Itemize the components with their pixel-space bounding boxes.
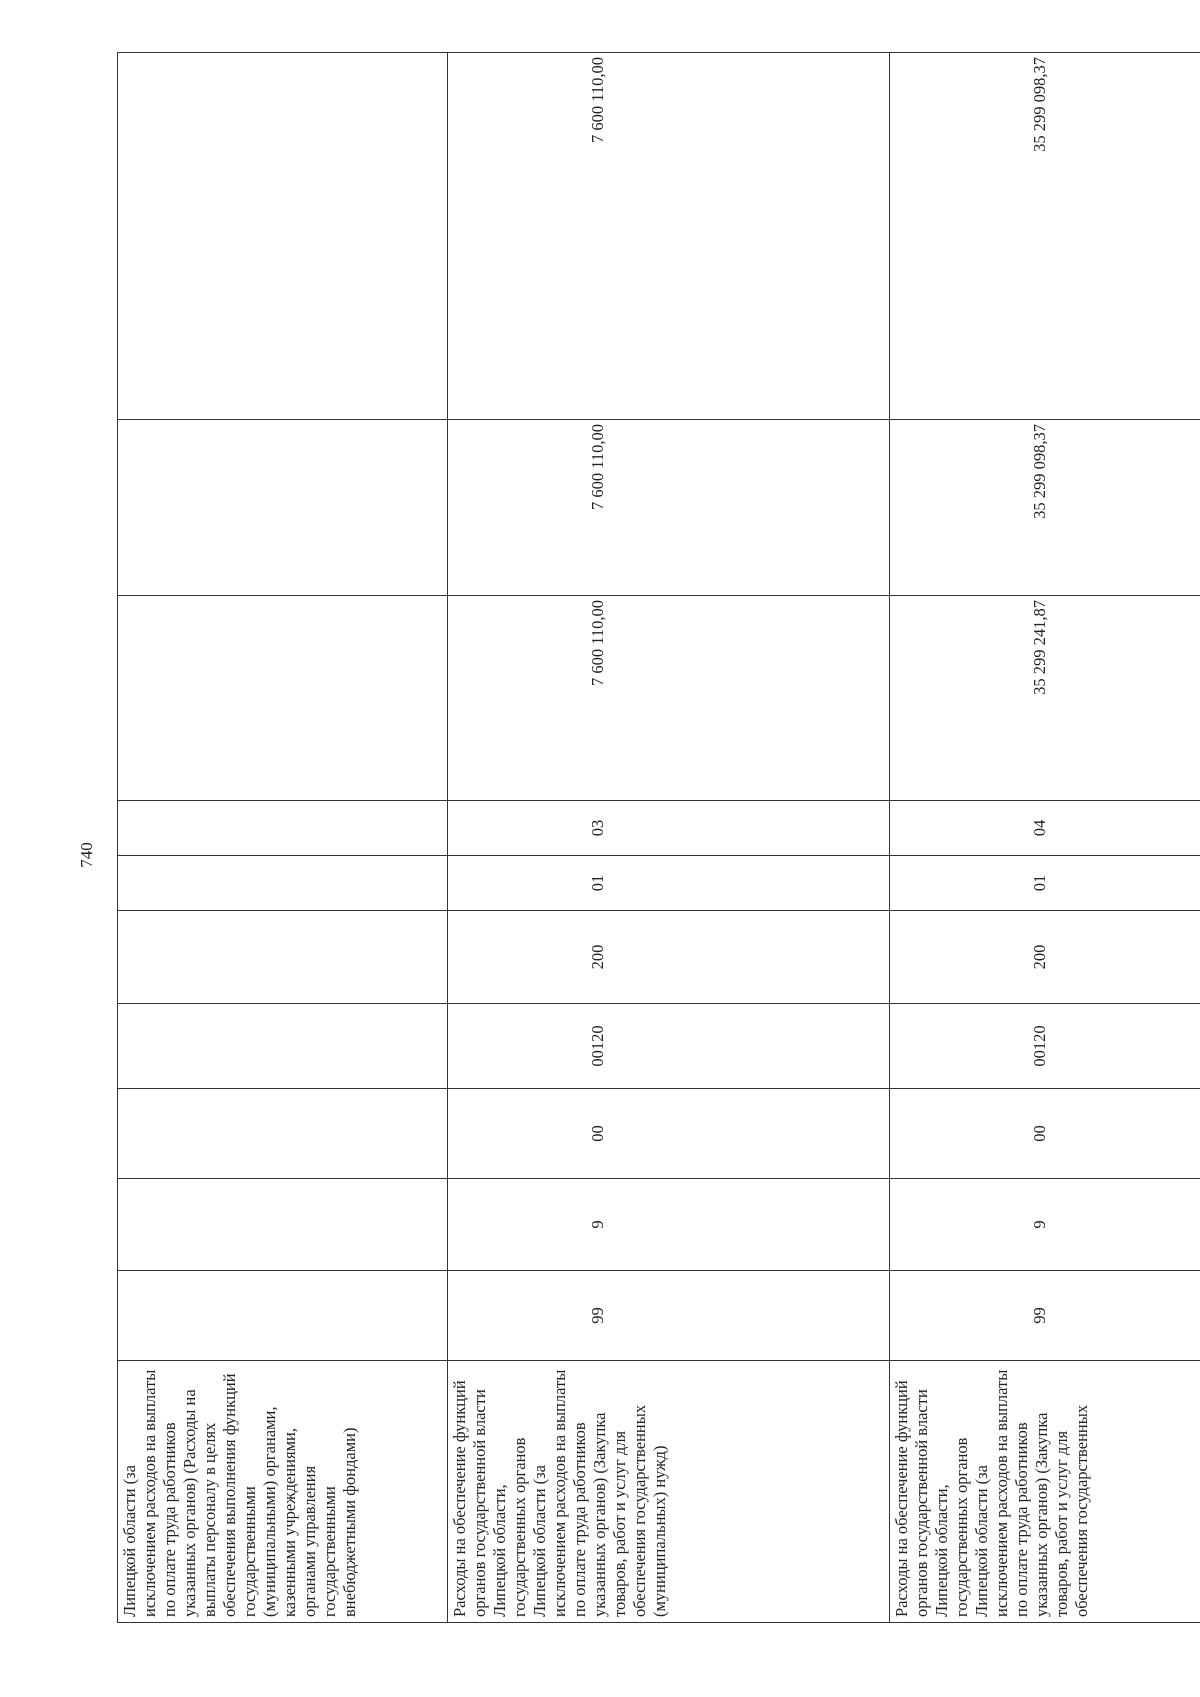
expense-type-cell: 200	[890, 911, 1200, 1004]
main-event-cell: 00	[890, 1089, 1200, 1179]
page-number: 740	[77, 842, 96, 868]
amount-3-cell: 35 299 098,37	[890, 53, 1200, 420]
section-cell: 01	[890, 856, 1200, 911]
table-row	[890, 53, 1200, 1623]
subsection-cell: 04	[890, 801, 1200, 856]
program-cell: 99	[890, 1271, 1200, 1361]
direction-cell: 00120	[890, 1004, 1200, 1089]
amount-2-cell: 35 299 098,37	[890, 420, 1200, 596]
amount-1-cell	[118, 596, 448, 801]
amount-3-cell	[118, 53, 448, 420]
subprogram-cell: 9	[448, 1179, 890, 1271]
direction-cell: 00120	[448, 1004, 890, 1089]
table-row	[118, 53, 448, 1623]
expense-type-cell: 200	[448, 911, 890, 1004]
budget-table	[117, 52, 1200, 1623]
main-event-cell: 00	[448, 1089, 890, 1179]
program-cell: 99	[448, 1271, 890, 1361]
amount-1-cell: 35 299 241,87	[890, 596, 1200, 801]
expense-type-cell	[118, 911, 448, 1004]
amount-2-cell: 7 600 110,00	[448, 420, 890, 596]
main-event-cell	[118, 1089, 448, 1179]
budget-table-container	[117, 53, 1102, 1623]
section-cell	[118, 856, 448, 911]
subprogram-cell: 9	[890, 1179, 1200, 1271]
subsection-cell	[118, 801, 448, 856]
amount-1-cell: 7 600 110,00	[448, 596, 890, 801]
table-row	[448, 53, 890, 1623]
amount-3-cell: 7 600 110,00	[448, 53, 890, 420]
amount-2-cell	[118, 420, 448, 596]
direction-cell	[118, 1004, 448, 1089]
program-cell	[118, 1271, 448, 1361]
subprogram-cell	[118, 1179, 448, 1271]
row-name-cell: Расходы на обеспечение функций органов государственной власти Липецкой области, государственных органов Липецкой области (за исключением расходов на выплаты по оплате труда работников указанных органов) (Закупка товаров, работ и услуг для обеспечения государственных	[890, 1361, 1200, 1623]
row-name-cell: Расходы на обеспечение функций органов государственной власти Липецкой области, государственных органов Липецкой области (за исключением расходов на выплаты по оплате труда работников указанных органов) (Закупка товаров, работ и услуг для обеспечения государственных (муниципальных) нужд)	[448, 1361, 890, 1623]
section-cell: 01	[448, 856, 890, 911]
subsection-cell: 03	[448, 801, 890, 856]
row-name-cell: Липецкой области (за исключением расходов на выплаты по оплате труда работников указанных органов) (Расходы на выплаты персоналу в целях обеспечения выполнения функций государственными (муниципальными) органами, казенными учреждениями, органами управления государственными внебюджетными фондами)	[118, 1361, 448, 1623]
